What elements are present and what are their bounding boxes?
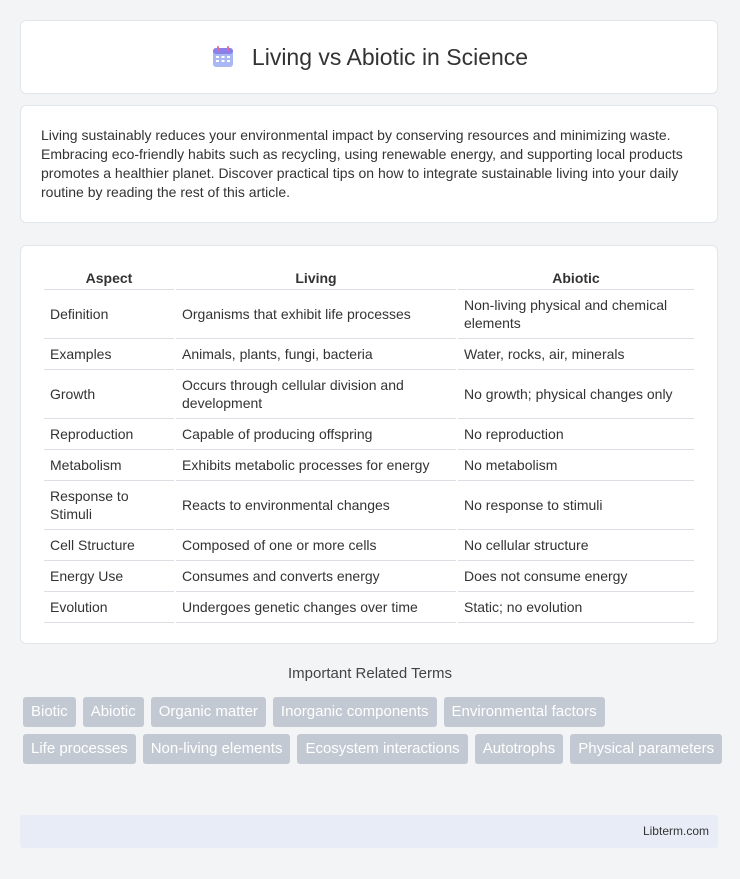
comparison-table-card (20, 245, 718, 644)
footer (20, 815, 718, 848)
table-row (44, 419, 694, 450)
term-tag[interactable]: Autotrophs (475, 734, 564, 764)
term-tag[interactable]: Life processes (23, 734, 136, 764)
table-cell: Consumes and converts energy (176, 561, 456, 592)
table-cell: Cell Structure (44, 530, 174, 561)
column-header: Abiotic (458, 266, 694, 290)
table-row (44, 561, 694, 592)
table-row (44, 530, 694, 561)
intro-paragraph: Living sustainably reduces your environmental impact by conserving resources and minimizing waste. Embracing eco-friendly habits such as recycling, using renewable energy, and supporting local products promotes a healthier planet. Discover practical tips on how to integrate sustainable living into your daily routine by reading the rest of this article. (41, 127, 683, 200)
related-terms-title: Important Related Terms (288, 665, 452, 682)
intro-card (20, 105, 718, 223)
table-cell: Evolution (44, 592, 174, 623)
term-tag[interactable]: Ecosystem interactions (297, 734, 467, 764)
comparison-table (42, 266, 696, 623)
column-header: Living (176, 266, 456, 290)
table-cell: Does not consume energy (458, 561, 694, 592)
term-tag[interactable]: Environmental factors (444, 697, 605, 727)
table-cell: Reproduction (44, 419, 174, 450)
table-cell: No growth; physical changes only (458, 370, 694, 419)
table-cell: Occurs through cellular division and development (176, 370, 456, 419)
related-terms-tags (23, 697, 723, 764)
table-cell: Water, rocks, air, minerals (458, 339, 694, 370)
term-tag[interactable]: Biotic (23, 697, 76, 727)
table-cell: Animals, plants, fungi, bacteria (176, 339, 456, 370)
table-cell: Non-living physical and chemical elements (458, 290, 694, 339)
table-cell: Response to Stimuli (44, 481, 174, 530)
header-card (20, 20, 718, 94)
table-row (44, 370, 694, 419)
term-tag[interactable]: Non-living elements (143, 734, 291, 764)
table-cell: Reacts to environmental changes (176, 481, 456, 530)
term-tag[interactable]: Abiotic (83, 697, 144, 727)
footer-site-link[interactable]: Libterm.com (642, 824, 709, 838)
table-cell: No reproduction (458, 419, 694, 450)
page-title: Living vs Abiotic in Science (251, 43, 529, 70)
table-row (44, 481, 694, 530)
table-cell: No metabolism (458, 450, 694, 481)
table-row (44, 450, 694, 481)
column-header: Aspect (44, 266, 174, 290)
table-cell: Growth (44, 370, 174, 419)
table-cell: Metabolism (44, 450, 174, 481)
table-cell: No cellular structure (458, 530, 694, 561)
table-row (44, 339, 694, 370)
table-cell: Composed of one or more cells (176, 530, 456, 561)
table-row (44, 592, 694, 623)
term-tag[interactable]: Organic matter (151, 697, 266, 727)
calendar-icon (210, 44, 236, 70)
table-cell: No response to stimuli (458, 481, 694, 530)
table-cell: Examples (44, 339, 174, 370)
term-tag[interactable]: Inorganic components (273, 697, 437, 727)
table-cell: Undergoes genetic changes over time (176, 592, 456, 623)
title-wrap (210, 44, 528, 71)
table-cell: Definition (44, 290, 174, 339)
table-cell: Organisms that exhibit life processes (176, 290, 456, 339)
term-tag[interactable]: Physical parameters (570, 734, 722, 764)
table-cell: Exhibits metabolic processes for energy (176, 450, 456, 481)
table-cell: Capable of producing offspring (176, 419, 456, 450)
table-header-row (44, 266, 694, 290)
table-cell: Energy Use (44, 561, 174, 592)
table-cell: Static; no evolution (458, 592, 694, 623)
table-row (44, 290, 694, 339)
